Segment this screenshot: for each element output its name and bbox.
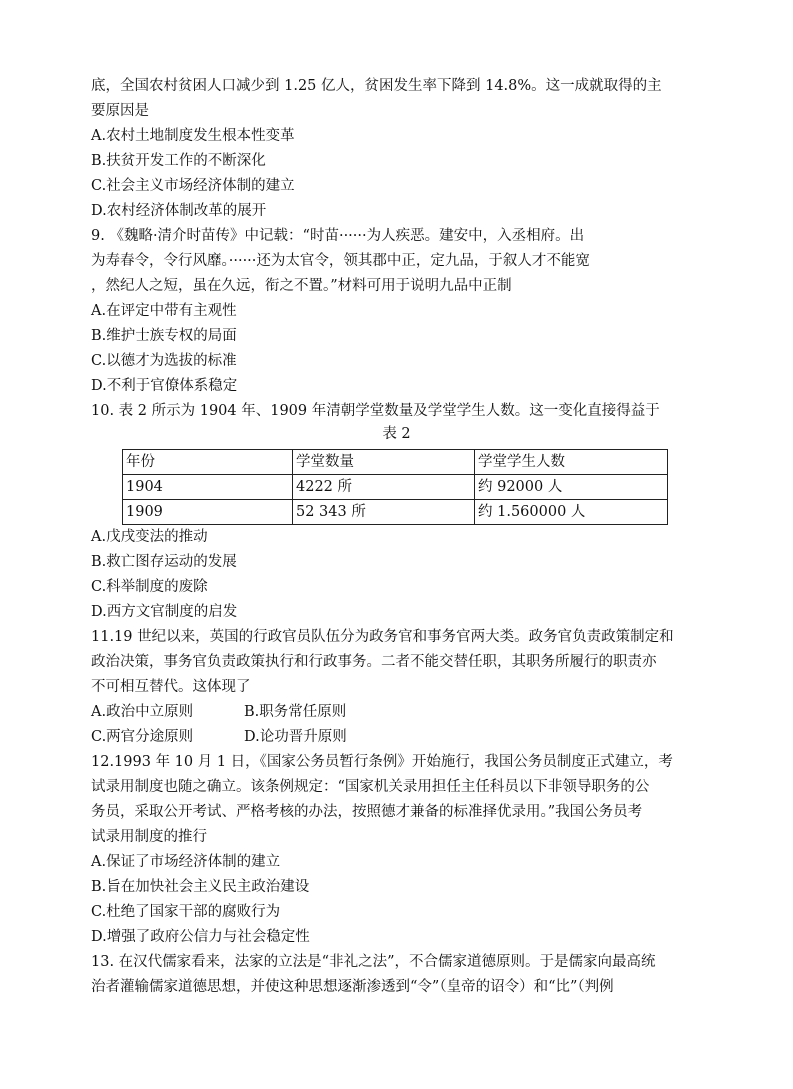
q11-option-a: A.政治中立原则 <box>91 704 194 720</box>
table-row <box>123 500 668 525</box>
q9-stem-line: 9. 《魏略·清介时苗传》中记载：“时苗······为人疾恶。建安中，入丞相府。出 <box>91 228 585 244</box>
table-cell: 1904 <box>123 475 293 500</box>
q12-option-b: B.旨在加快社会主义民主政治建设 <box>91 879 310 895</box>
table-cell: 52 343 所 <box>293 500 475 525</box>
q13-stem-line: 治者灌输儒家道德思想，并使这种思想逐渐渗透到“令”（皇帝的诏令）和“比”（判例 <box>91 979 614 995</box>
table-cell: 约 92000 人 <box>475 475 668 500</box>
table-header-cell: 年份 <box>123 450 293 475</box>
q12-option-a: A.保证了市场经济体制的建立 <box>91 854 281 870</box>
q10-stem-line: 10. 表 2 所示为 1904 年、1909 年清朝学堂数量及学堂学生人数。这一变化直接得益于 <box>91 403 660 419</box>
q11-stem-line: 不可相互替代。这体现了 <box>91 679 251 695</box>
table-caption: 表 2 <box>382 426 411 442</box>
q12-stem-line: 试录用制度的推行 <box>91 829 207 845</box>
q11-stem-line: 11.19 世纪以来，英国的行政官员队伍分为政务官和事务官两大类。政务官负责政策制定和 <box>91 629 674 645</box>
table-header-cell: 学堂学生人数 <box>475 450 668 475</box>
q10-option-a: A.戊戌变法的推动 <box>91 529 208 545</box>
q12-stem-line: 务员，采取公开考试、严格考核的办法，按照德才兼备的标准择优录用。”我国公务员考 <box>91 804 643 820</box>
q9-stem-line: ，然纪人之短，虽在久远，衔之不置。”材料可用于说明九品中正制 <box>91 278 512 294</box>
table-cell: 约 1.560000 人 <box>475 500 668 525</box>
q8-text-line: 底，全国农村贫困人口减少到 1.25 亿人，贫困发生率下降到 14.8%。这一成就取得的主 <box>91 78 662 94</box>
q12-option-d: D.增强了政府公信力与社会稳定性 <box>91 929 310 945</box>
q12-stem-line: 试录用制度也随之确立。该条例规定：“国家机关录用担任主任科员以下非领导职务的公 <box>91 779 650 795</box>
q9-option-d: D.不利于官僚体系稳定 <box>91 378 238 394</box>
q12-option-c: C.杜绝了国家干部的腐败行为 <box>91 904 281 920</box>
q10-option-d: D.西方文官制度的启发 <box>91 604 238 620</box>
q11-option-b: B.职务常任原则 <box>244 704 347 720</box>
q8-option-a: A.农村土地制度发生根本性变革 <box>91 128 295 144</box>
q9-option-c: C.以德才为选拔的标准 <box>91 353 237 369</box>
q8-text-line: 要原因是 <box>91 103 149 119</box>
q8-option-c: C.社会主义市场经济体制的建立 <box>91 178 295 194</box>
q11-option-d: D.论功晋升原则 <box>244 729 347 745</box>
table-row <box>123 475 668 500</box>
q10-option-b: B.救亡图存运动的发展 <box>91 554 237 570</box>
q9-option-b: B.维护士族专权的局面 <box>91 328 237 344</box>
q10-option-c: C.科举制度的废除 <box>91 579 208 595</box>
table-header-row <box>123 450 668 475</box>
table-header-cell: 学堂数量 <box>293 450 475 475</box>
q8-option-d: D.农村经济体制改革的展开 <box>91 203 267 219</box>
q8-option-b: B.扶贫开发工作的不断深化 <box>91 153 266 169</box>
q11-option-c: C.两官分途原则 <box>91 729 194 745</box>
table-cell: 1909 <box>123 500 293 525</box>
q9-option-a: A.在评定中带有主观性 <box>91 303 237 319</box>
school-stats-table <box>122 449 668 525</box>
q12-stem-line: 12.1993 年 10 月 1 日，《国家公务员暂行条例》开始施行，我国公务员制度正式建立，考 <box>91 754 673 770</box>
table-cell: 4222 所 <box>293 475 475 500</box>
q13-stem-line: 13. 在汉代儒家看来，法家的立法是“非礼之法”，不合儒家道德原则。于是儒家向最高统 <box>91 954 656 970</box>
q9-stem-line: 为寿春令，令行风靡。······还为太官令，领其郡中正，定九品，于叙人才不能宽 <box>91 253 590 269</box>
q11-stem-line: 政治决策，事务官负责政策执行和行政事务。二者不能交替任职，其职务所履行的职责亦 <box>91 654 657 670</box>
